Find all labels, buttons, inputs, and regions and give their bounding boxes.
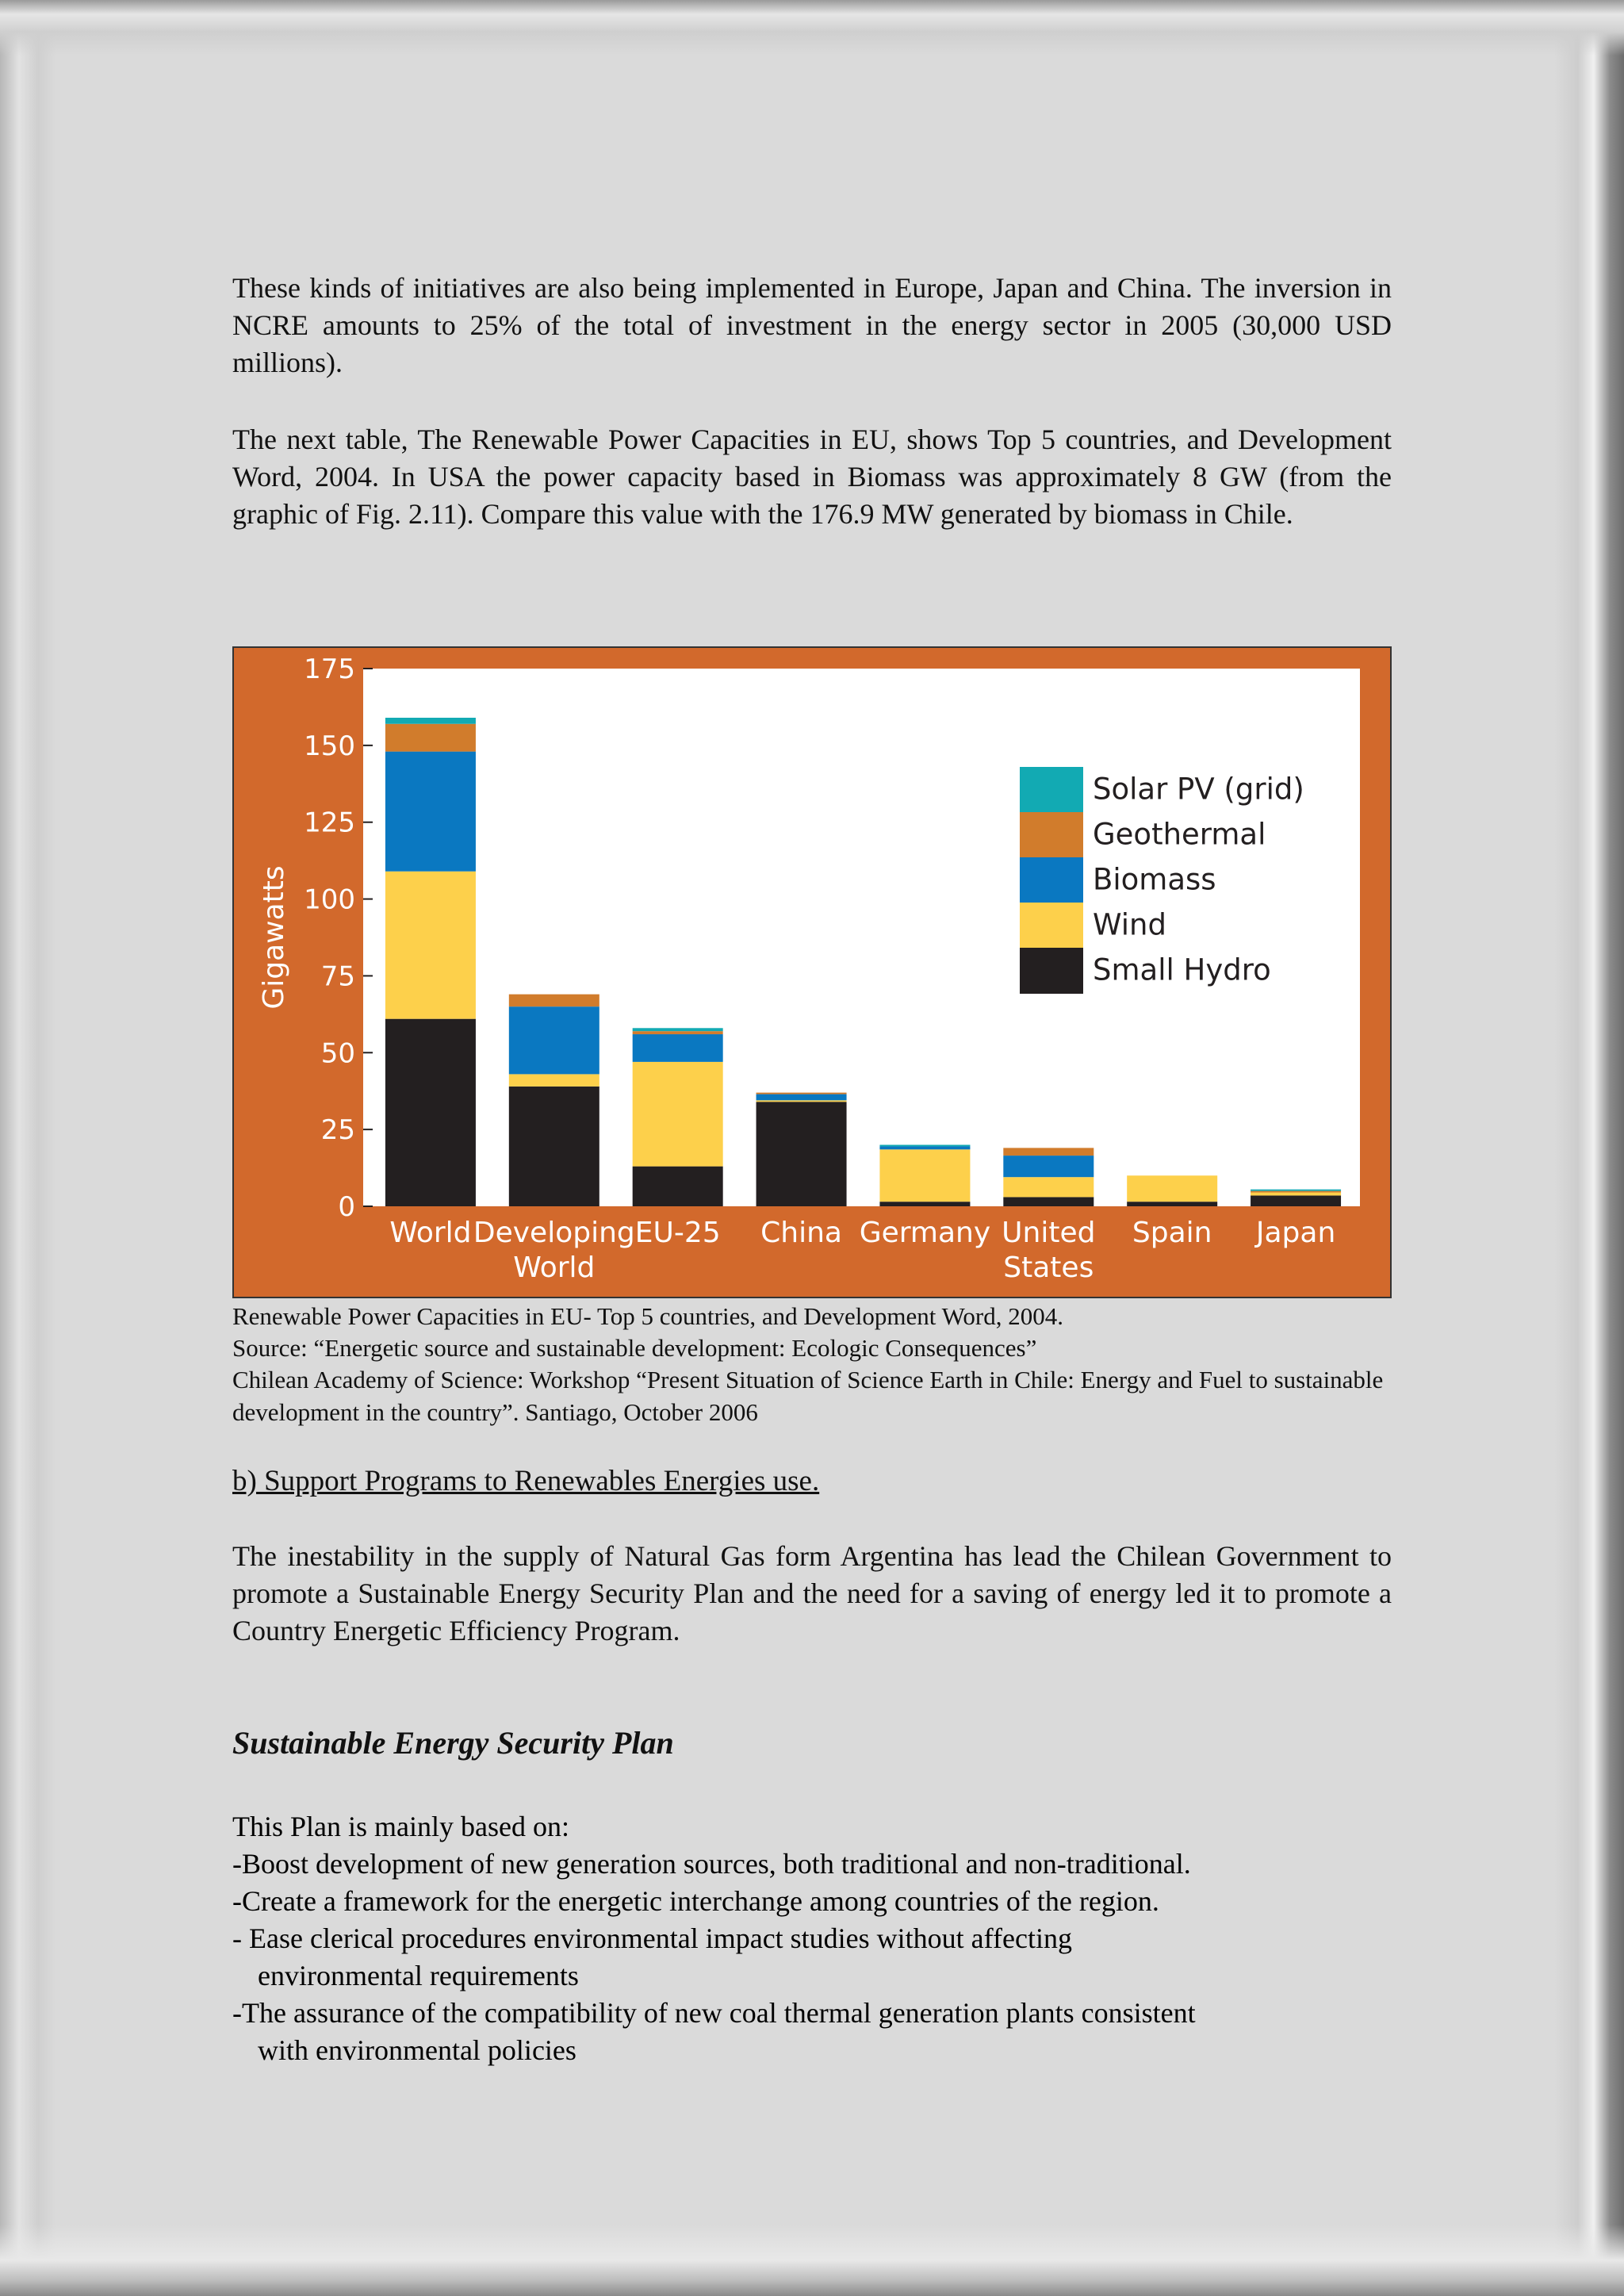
bar-segment (1003, 1156, 1094, 1177)
legend-swatch (1020, 767, 1083, 813)
list-item-continued: with environmental policies (258, 2034, 576, 2066)
y-tick-label: 125 (304, 807, 355, 839)
bar-segment (1251, 1191, 1341, 1193)
bar-segment (385, 752, 476, 872)
legend-swatch (1020, 812, 1083, 858)
bar-segment (756, 1093, 847, 1094)
bar-segment (756, 1100, 847, 1102)
list-item-continued: environmental requirements (258, 1960, 579, 1991)
y-tick-label: 50 (320, 1037, 355, 1070)
legend-swatch (1020, 857, 1083, 903)
bar-segment (509, 1087, 599, 1206)
figure-source: Source: “Energetic source and sustainable development: Ecologic Consequences” (232, 1334, 1037, 1362)
bar-segment (385, 724, 476, 752)
legend-label: Solar PV (grid) (1093, 772, 1304, 807)
legend-swatch (1020, 948, 1083, 994)
y-axis-label: Gigawatts (258, 865, 290, 1010)
bar-segment (1127, 1202, 1217, 1206)
y-tick-label: 0 (338, 1191, 355, 1223)
x-tick-label: World (513, 1251, 596, 1284)
bar-segment (633, 1034, 723, 1062)
x-tick-label: Japan (1255, 1217, 1336, 1249)
y-tick-label: 150 (304, 730, 355, 762)
y-tick-label: 75 (320, 960, 355, 993)
list-item: -The assurance of the compatibility of new coal thermal generation plants consistent (232, 1997, 1196, 2029)
bar-segment (509, 1074, 599, 1086)
bar-segment (879, 1149, 970, 1202)
plan-list (232, 1808, 1422, 2069)
legend-swatch (1020, 903, 1083, 949)
bar-segment (633, 1028, 723, 1031)
bar-segment (509, 995, 599, 1006)
bar-segment (633, 1031, 723, 1034)
paragraph-natural-gas: The inestability in the supply of Natural Gas form Argentina has lead the Chilean Government to promote a Sustainable Energy Security Plan and the need for a saving of energy led it to promote a Country Energetic Efficiency Program. (232, 1540, 1392, 1646)
bar-segment (385, 872, 476, 1019)
heading-support-programs: b) Support Programs to Renewables Energies use. (232, 1465, 820, 1497)
legend-label: Geothermal (1093, 817, 1266, 852)
bar-segment (1127, 1175, 1217, 1202)
bar-segment (1251, 1195, 1341, 1206)
legend-label: Wind (1093, 907, 1166, 942)
bar-segment (633, 1167, 723, 1206)
bar-segment (756, 1094, 847, 1101)
list-item: - Ease clerical procedures environmental impact studies without affecting (232, 1922, 1072, 1954)
chart-svg (234, 648, 1390, 1297)
legend-label: Small Hydro (1093, 953, 1271, 987)
renewable-capacity-chart (232, 646, 1392, 1298)
x-tick-label: United (1002, 1217, 1096, 1249)
bar-segment (1251, 1193, 1341, 1196)
x-tick-label: States (1003, 1251, 1094, 1284)
paragraph-initiatives: These kinds of initiatives are also being implemented in Europe, Japan and China. The inversion in NCRE amounts to 25% of the total of investment in the energy sector in 2005 (30,000 USD millions). (232, 272, 1392, 378)
y-tick-label: 100 (304, 884, 355, 916)
x-tick-label: Developing (473, 1217, 635, 1249)
bar-segment (385, 1019, 476, 1206)
bar-segment (879, 1202, 970, 1206)
bar-segment (1003, 1148, 1094, 1156)
list-intro: This Plan is mainly based on: (232, 1811, 569, 1842)
x-tick-label: EU-25 (634, 1217, 721, 1249)
x-tick-label: Spain (1132, 1217, 1212, 1249)
list-item: -Create a framework for the energetic interchange among countries of the region. (232, 1885, 1159, 1917)
y-tick-label: 175 (304, 654, 355, 685)
heading-security-plan: Sustainable Energy Security Plan (232, 1725, 674, 1761)
paragraph-next-table: The next table, The Renewable Power Capacities in EU, shows Top 5 countries, and Development Word, 2004. In USA the power capacity based in Biomass was approximately 8 GW (from the graphic of Fig. 2.11). Compare this value with the 176.9 MW generated by biomass in Chile. (232, 424, 1392, 530)
list-item: -Boost development of new generation sources, both traditional and non-traditional. (232, 1848, 1191, 1880)
bar-segment (879, 1145, 970, 1147)
x-tick-label: Germany (859, 1217, 991, 1249)
bar-segment (385, 718, 476, 724)
legend-label: Biomass (1093, 862, 1216, 897)
y-tick-label: 25 (320, 1114, 355, 1147)
bar-segment (1003, 1177, 1094, 1197)
figure-source-workshop: Chilean Academy of Science: Workshop “Present Situation of Science Earth in Chile: Energy and Fuel to sustainable development in the country”. Santiago, October 2006 (232, 1366, 1384, 1426)
bar-segment (879, 1146, 970, 1149)
x-tick-label: China (760, 1217, 842, 1249)
bar-segment (1251, 1190, 1341, 1191)
figure-caption: Renewable Power Capacities in EU- Top 5 countries, and Development Word, 2004. (232, 1302, 1063, 1330)
bar-segment (509, 1006, 599, 1074)
bar-segment (633, 1062, 723, 1167)
x-tick-label: World (389, 1217, 472, 1249)
bar-segment (756, 1102, 847, 1206)
bar-segment (1003, 1197, 1094, 1206)
